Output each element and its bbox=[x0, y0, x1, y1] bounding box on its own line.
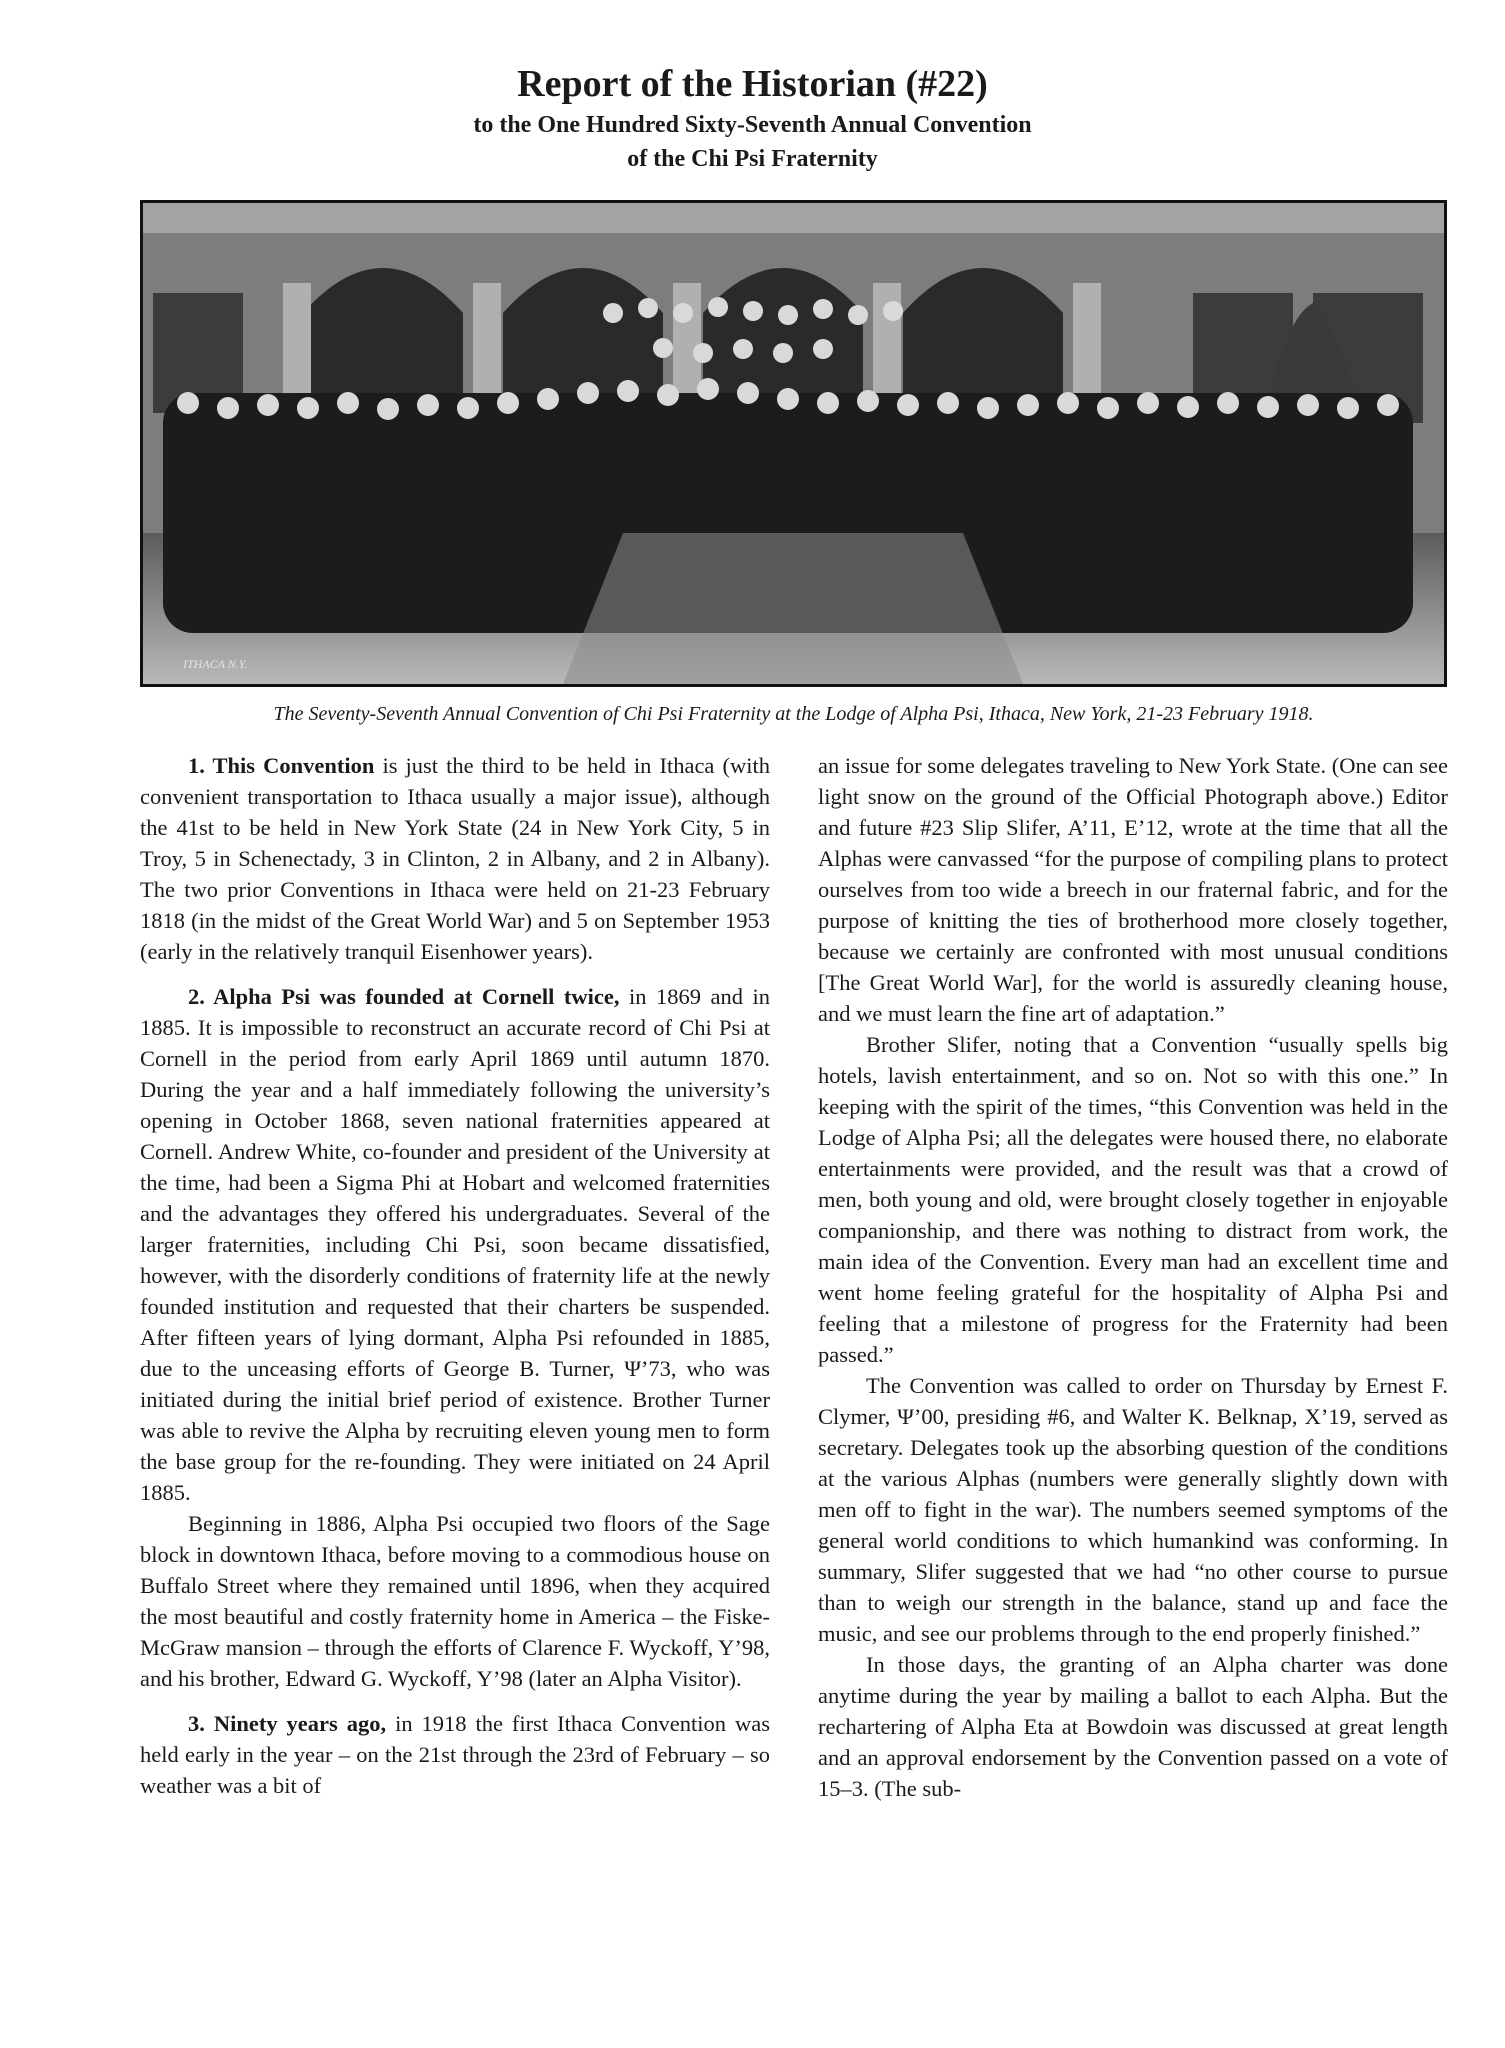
photo-illustration bbox=[143, 203, 1444, 684]
section-2-paragraph bbox=[140, 981, 770, 1508]
section-3-paragraph bbox=[140, 1708, 770, 1801]
report-subtitle-line2: of the Chi Psi Fraternity bbox=[627, 146, 878, 172]
section-2-lead: 2. Alpha Psi was founded at Cornell twice, bbox=[188, 984, 620, 1009]
left-column bbox=[140, 750, 770, 1801]
report-subtitle-line1: to the One Hundred Sixty-Seventh Annual Convention bbox=[473, 112, 1032, 138]
section-3-lead: 3. Ninety years ago, bbox=[188, 1711, 387, 1736]
section-1-text: is just the third to be held in Ithaca (with convenient transportation to Ithaca usually a major issue), although the 41st to be held in New York State (24 in New York City, 5 in Troy, 5 in Schenectady, 3 in Clinton, 2 in Albany, and 2 in Albany). The two prior Conventions in Ithaca were held on 21-23 February 1818 (in the midst of the Great World War) and 5 on September 1953 (early in the relatively tranquil Eisenhower years). bbox=[140, 753, 770, 964]
photo-caption: The Seventy-Seventh Annual Convention of Chi Psi Fraternity at the Lodge of Alpha Psi, Ithaca, New York, 21-23 February 1918. bbox=[273, 703, 1314, 725]
section-1-paragraph bbox=[140, 750, 770, 967]
section-2-paragraph-continued: Beginning in 1886, Alpha Psi occupied two floors of the Sage block in downtown Ithaca, before moving to a commodious house on Buffalo Street where they remained until 1896, when they acquired the most beautiful and costly fraternity home in America – the Fiske-McGraw mansion – through the efforts of Clarence F. Wyckoff, Y’98, and his brother, Edward G. Wyckoff, Y’98 (later an Alpha Visitor). bbox=[140, 1511, 770, 1691]
slifer-paragraph: Brother Slifer, noting that a Convention “usually spells big hotels, lavish entertainment, and so on. Not so with this one.” In keeping with the spirit of the times, “this Convention was held in the Lodge of Alpha Psi; all the delegates were housed there, no elaborate entertainments were provided, and the result was that a crowd of men, both young and old, were brought closely together in enjoyable companionship, and there was nothing to distract from work, the main idea of the Convention. Every man had an excellent time and went home feeling grateful for the hospitality of Alpha Psi and feeling that a milestone of progress for the Fraternity had been passed.” bbox=[818, 1032, 1448, 1367]
report-header bbox=[0, 0, 1505, 176]
convention-group-photo bbox=[140, 200, 1447, 687]
section-3-continuation: an issue for some delegates traveling to New York State. (One can see light snow on the ground of the Official Photograph above.) Editor and future #23 Slip Slifer, A’11, E’12, wrote at the time that all the Alphas were canvassed “for the purpose of compiling plans to protect ourselves from too wide a breech in our fraternal fabric, and for the purpose of knitting the ties of brotherhood more closely together, because we certainly are confronted with most unusual conditions [The Great World War], for the world is assuredly cleaning house, and we must learn the fine art of adaptation.” bbox=[818, 753, 1448, 1026]
photo-studio-stamp: ITHACA N.Y. bbox=[183, 657, 248, 671]
alpha-charter-paragraph: In those days, the granting of an Alpha charter was done anytime during the year by mailing a ballot to each Alpha. But the rechartering of Alpha Eta at Bowdoin was discussed at great length and an approval endorsement by the Convention passed on a vote of 15–3. (The sub- bbox=[818, 1652, 1448, 1801]
right-column bbox=[818, 750, 1448, 1804]
section-1-lead: 1. This Convention bbox=[188, 753, 375, 778]
section-2-text: in 1869 and in 1885. It is impossible to reconstruct an accurate record of Chi Psi at Cornell in the period from early April 1869 until autumn 1870. During the year and a half immediately following the university’s opening in October 1868, seven national fraternities appeared at Cornell. Andrew White, co-founder and president of the University at the time, had been a Sigma Phi at Hobart and welcomed fraternities and the advantages they offered his undergraduates. Several of the larger fraternities, including Chi Psi, soon became dissatisfied, however, with the disorderly conditions of fraternity life at the newly founded institution and requested that their charters be suspended. After fifteen years of lying dormant, Alpha Psi refounded in 1885, due to the unceasing efforts of George B. Turner, Ψ’73, who was initiated during the initial brief period of existence. Brother Turner was able to revive the Alpha by recruiting eleven young men to form the base group for the re-founding. They were initiated on 24 April 1885. bbox=[140, 984, 770, 1505]
convention-called-paragraph: The Convention was called to order on Thursday by Ernest F. Clymer, Ψ’00, presiding #6, and Walter K. Belknap, X’19, served as secretary. Delegates took up the absorbing question of the conditions at the various Alphas (numbers were generally slightly down with men off to fight in the war). The numbers seemed symptoms of the general world conditions to which humankind was conforming. In summary, Slifer suggested that we had “no other course to pursue than to weigh our strength in the balance, stand up and face the music, and see our problems through to the end properly finished.” bbox=[818, 1373, 1448, 1646]
report-title: Report of the Historian (#22) bbox=[517, 63, 988, 105]
section-3-text: in 1918 the first Ithaca Convention was held early in the year – on the 21st through the 23rd of February – so weather was a bit of bbox=[140, 1711, 770, 1798]
